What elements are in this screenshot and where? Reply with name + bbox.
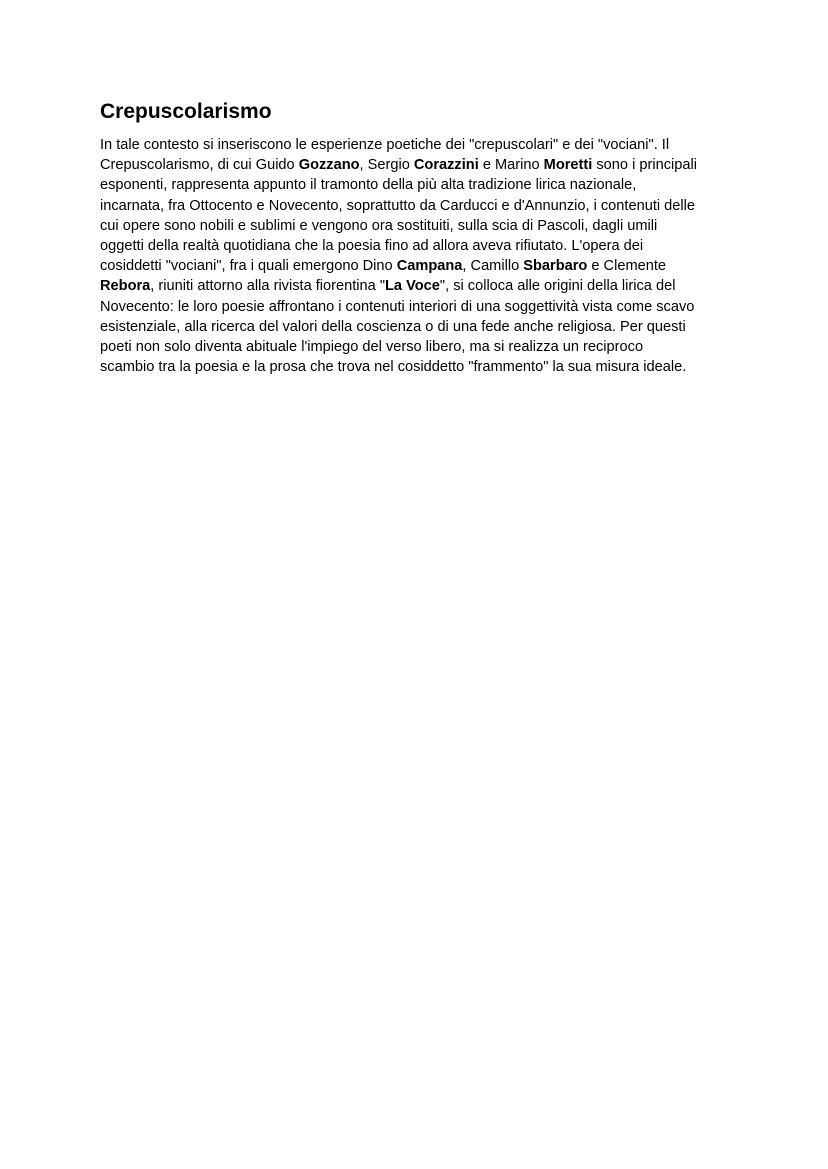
text-segment: e Marino (478, 157, 544, 174)
paragraph-line (100, 216, 730, 236)
text-segment: In tale contesto si inseriscono le esperienze poetiche dei "crepuscolari" e dei "vociani". Il (100, 137, 670, 153)
bold-name: Rebora (100, 278, 151, 295)
text-segment: incarnata, fra Ottocento e Novecento, soprattutto da Carducci e d'Annunzio, i contenuti delle (100, 197, 696, 214)
text-segment: scambio tra la poesia e la prosa che trova nel cosiddetto "frammento" la sua misura ideale. (100, 359, 687, 376)
paragraph-line (100, 196, 730, 216)
paragraph-line (100, 256, 730, 276)
text-segment: e Clemente (587, 258, 667, 275)
bold-name: Moretti (543, 157, 593, 174)
text-segment: , riuniti attorno alla rivista fiorentina " (150, 278, 386, 295)
bold-name: Campana (396, 258, 463, 275)
text-segment: esponenti, rappresenta appunto il tramonto della più alta tradizione lirica nazionale, (100, 177, 637, 194)
paragraph-line (100, 135, 730, 155)
text-segment: poeti non solo diventa abituale l'impiego del verso libero, ma si realizza un reciproco (100, 339, 644, 356)
paragraph-line (100, 337, 730, 357)
paragraph-line (100, 175, 730, 195)
text-segment: ", si colloca alle origini della lirica del (439, 278, 676, 295)
document-title: Crepuscolarismo (100, 100, 272, 123)
text-segment: esistenziale, alla ricerca del valori della coscienza o di una fede anche religiosa. Per questi (100, 318, 686, 335)
paragraph-line (100, 236, 730, 256)
paragraph-line (100, 276, 730, 296)
bold-name: Sbarbaro (523, 258, 588, 275)
bold-name: Gozzano (298, 157, 360, 174)
text-segment: Crepuscolarismo, di cui Guido (100, 157, 299, 174)
bold-name: Corazzini (413, 157, 479, 174)
paragraph-line (100, 297, 730, 317)
text-segment: , Camillo (462, 258, 524, 275)
bold-name: La Voce (385, 278, 440, 295)
text-segment: sono i principali (592, 157, 697, 174)
document-paragraph (100, 135, 730, 377)
paragraph-line (100, 357, 730, 377)
document-page (100, 98, 730, 377)
text-segment: cui opere sono nobili e sublimi e vengono ora sostituiti, sulla scia di Pascoli, dagli umili (100, 217, 658, 234)
text-segment: Novecento: le loro poesie affrontano i contenuti interiori di una soggettività vista come scavo (100, 298, 695, 315)
text-segment: cosiddetti "vociani", fra i quali emergono Dino (100, 258, 397, 275)
paragraph-line (100, 155, 730, 175)
paragraph-line (100, 317, 730, 337)
text-segment: , Sergio (359, 157, 414, 174)
text-segment: oggetti della realtà quotidiana che la poesia fino ad allora aveva rifiutato. L'opera dei (100, 238, 644, 255)
